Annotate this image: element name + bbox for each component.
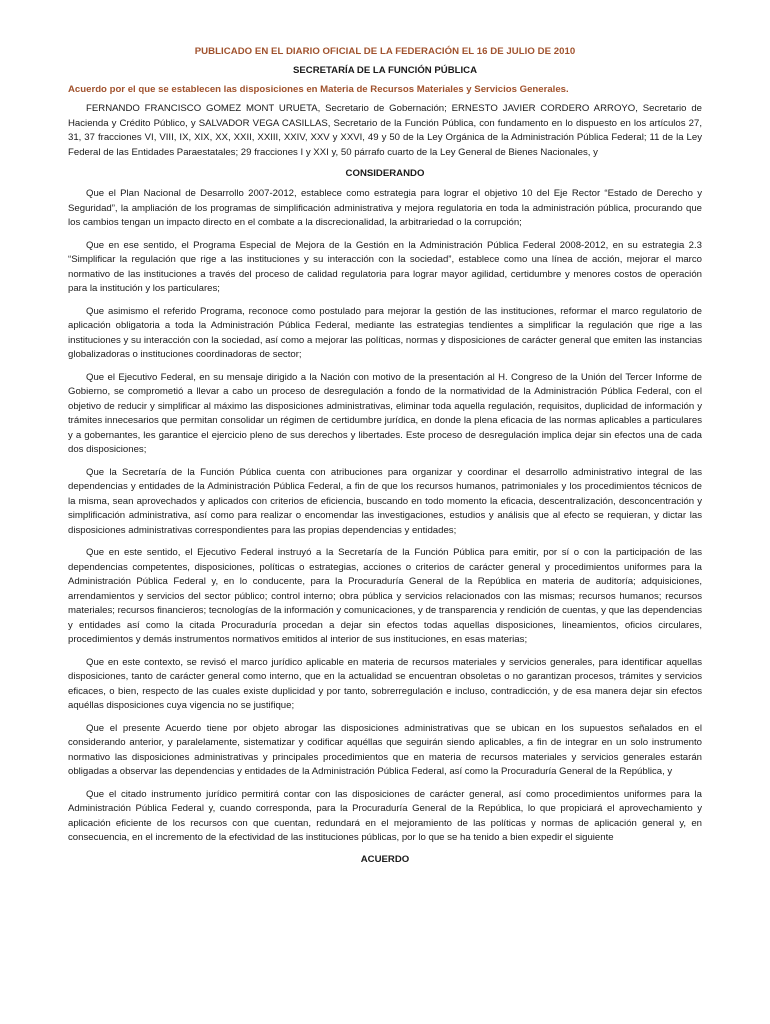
publication-header: PUBLICADO EN EL DIARIO OFICIAL DE LA FEDERACIÓN EL 16 DE JULIO DE 2010 <box>194 46 576 57</box>
considerando-paragraph: Que el Ejecutivo Federal, en su mensaje dirigido a la Nación con motivo de la presentación al H. Congreso de la Unión del Tercer Informe de Gobierno, se comprometió a llevar a cabo un proceso de desregulación a fondo de la normatividad de la Administración Pública Federal, con el objetivo de reducir y simplificar al máximo las disposiciones administrativas, eliminar toda aquella regulación, requisitos, duplicidad de información y trámites innecesarios que permitan consolidar un régimen de certidumbre jurídica, en donde la plena eficacia de las normas aplicables a particulares y a gobernantes, les garantice el ejercicio pleno de sus derechos y libertades. Este proceso de desregulación implica dejar sin efectos una de cada dos disposiciones; <box>68 371 702 455</box>
considerando-paragraph: Que en ese sentido, el Programa Especial de Mejora de la Gestión en la Administración Pública Federal 2008-2012, en su estrategia 2.3 “Simplificar la regulación que rige a las instituciones y su interacción con la sociedad”, establece como una línea de acción, mejorar el marco normativo de las instituciones a través del proceso de calidad regulatoria para lograr mayor agilidad, certidumbre y menores costos de operación para la institución y los particulares; <box>68 239 702 294</box>
considerando-paragraph: Que el presente Acuerdo tiene por objeto abrogar las disposiciones administrativas que se ubican en los supuestos señalados en el considerando anterior, y paralelamente, sistematizar y codificar aquéllas que seguirán siendo aplicables, a fin de integrar en un solo instrumento normativo las disposiciones administrativas y principales procedimientos que en materia de recursos materiales y servicios generales estarán obligadas a observar las dependencias y entidades de la Administración Pública Federal, así como la Procuraduría General de la República, y <box>68 722 702 777</box>
considerando-paragraph: Que el citado instrumento jurídico permitirá contar con las disposiciones de carácter general, así como procedimientos uniformes para la Administración Pública Federal y, cuando corresponda, para la Procuraduría General de la República, lo que propiciará el aprovechamiento y aplicación eficiente de los recursos con que cuentan, redundará en el mejoramiento de las políticas y normas de aplicación general y, en consecuencia, en el incremento de la efectividad de las instituciones públicas, por lo que se ha tenido a bien expedir el siguiente <box>68 788 702 843</box>
intro-paragraph: FERNANDO FRANCISCO GOMEZ MONT URUETA, Secretario de Gobernación; ERNESTO JAVIER CORDERO ARROYO, Secretario de Hacienda y Crédito Público, y SALVADOR VEGA CASILLAS, Secretario de la Función Pública, con fundamento en lo dispuesto en los artículos 27, 31, 37 fracciones VI, VIII, IX, XIX, XX, XXII, XXIII, XXIV, XXV y XXVI, 49 y 50 de la Ley Orgánica de la Administración Pública Federal; 11 de la Ley Federal de las Entidades Paraestatales; 29 fracciones I y XXI y, 50 párrafo cuarto de la Ley General de Bienes Nacionales, y <box>68 103 702 158</box>
acuerdo-heading: ACUERDO <box>360 853 410 865</box>
document-title: Acuerdo por el que se establecen las disposiciones en Materia de Recursos Materiales y Servicios Generales. <box>68 84 569 95</box>
considerando-paragraph: Que el Plan Nacional de Desarrollo 2007-2012, establece como estrategia para lograr el objetivo 10 del Eje Rector “Estado de Derecho y Seguridad”, la ampliación de los programas de simplificación administrativa y mejora regulatoria en toda la administración pública, procurando que los cambios tengan un impacto directo en el combate a la discrecionalidad, la arbitrariedad o la corrupción; <box>68 188 702 228</box>
considerando-paragraph: Que en este sentido, el Ejecutivo Federal instruyó a la Secretaría de la Función Pública para emitir, por sí o con la participación de las dependencias competentes, disposiciones, políticas o estrategias, acciones o criterios de carácter general y procedimientos uniformes para la Administración Pública Federal y, en lo conducente, para la Procuraduría General de la República en materia de auditoría; adquisiciones, arrendamientos y servicios del sector público; control interno; obra pública y servicios relacionados con las mismas; recursos humanos; recursos materiales; recursos financieros; tecnologías de la información y comunicaciones, y de transparencia y rendición de cuentas, y que las dependencias y entidades así como la citada Procuraduría procedan a dejar sin efectos todas aquellas disposiciones, lineamientos, oficios circulares, procedimientos y demás instrumentos normativos emitidos al interior de sus instituciones, en esas materias; <box>68 547 702 645</box>
considerando-paragraph: Que asimismo el referido Programa, reconoce como postulado para mejorar la gestión de las instituciones, reformar el marco regulatorio de aplicación obligatoria a toda la Administración Pública Federal, mediante las estrategias tendientes a simplificar la regulación que rige a las instituciones y su interacción con la sociedad, así como a mejorar las políticas, normas y disposiciones de carácter general que emiten las instancias globalizadoras o instituciones coordinadoras de sector; <box>68 305 702 360</box>
considerando-paragraph: Que en este contexto, se revisó el marco jurídico aplicable en materia de recursos materiales y servicios generales, para identificar aquellas disposiciones, tanto de carácter general como interno, que en la actualidad se encuentran obsoletas o no garantizan procesos, trámites y servicios eficaces, o bien, respecto de las cuales existe duplicidad y por tanto, sobrerregulación e incluso, contradicción, y de esa manera dejar sin efectos aquéllas disposiciones cuya vigencia no se justifique; <box>68 656 702 711</box>
considerando-paragraph: Que la Secretaría de la Función Pública cuenta con atribuciones para organizar y coordinar el desarrollo administrativo integral de las dependencias y entidades de la Administración Pública Federal, a fin de que los recursos humanos, patrimoniales y los procedimientos técnicos de la misma, sean aprovechados y aplicados con criterios de eficiencia, buscando en todo momento la eficacia, descentralización, desconcentración y simplificación administrativa, así como para realizar o encomendar las investigaciones, estudios y análisis que al efecto se requieran, y dictar las disposiciones administrativas correspondientes para las propias dependencias y entidades; <box>68 466 702 536</box>
considerando-heading: CONSIDERANDO <box>345 168 425 179</box>
agency-heading: SECRETARÍA DE LA FUNCIÓN PÚBLICA <box>292 65 478 76</box>
